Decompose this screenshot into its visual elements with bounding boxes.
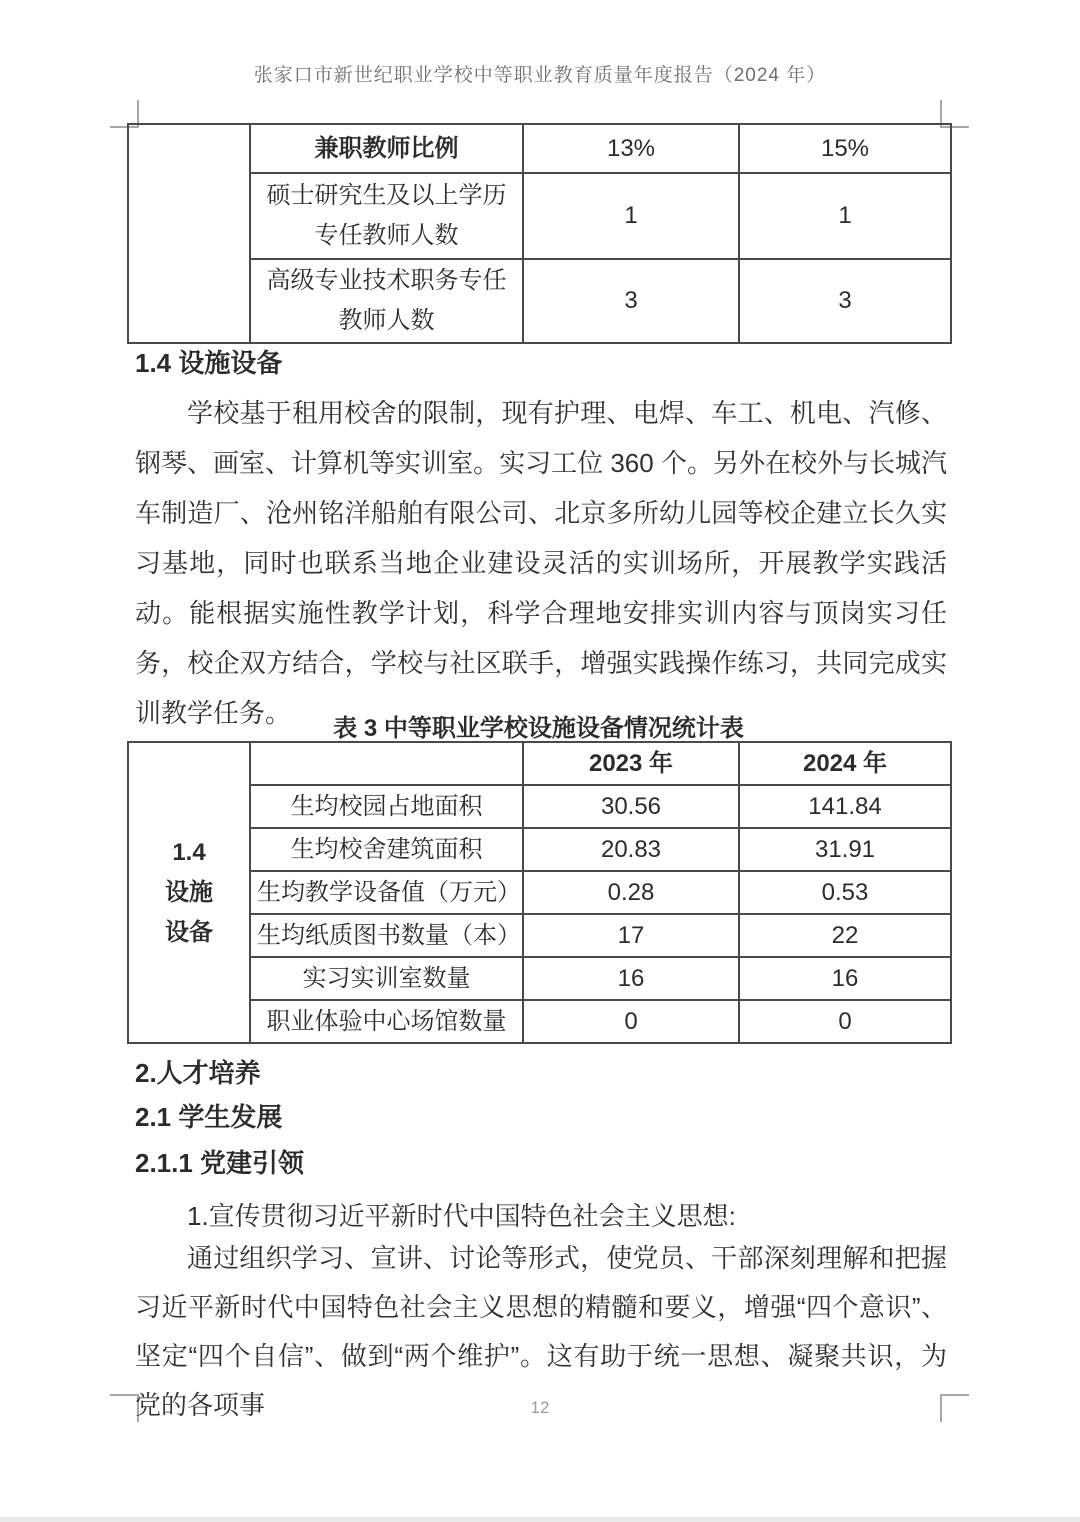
empty-header-cell [250,742,523,785]
table-row [128,785,951,828]
table-row [128,259,951,343]
page-number: 12 [530,1398,550,1417]
value-2023: 16 [523,957,739,1000]
table3-caption: 表 3 中等职业学校设施设备情况统计表 [333,715,744,742]
table-row [128,1000,951,1043]
value-2023: 13% [523,124,739,173]
page-bottom-edge [0,1517,1080,1522]
value-2023: 17 [523,914,739,957]
row-label: 生均校园占地面积 [250,785,523,828]
row-group-line: 1.4 [172,838,206,866]
value-2024: 15% [739,124,951,173]
table-row [128,828,951,871]
numbered-item-title: 1.宣传贯彻习近平新时代中国特色社会主义思想: [187,1201,736,1231]
table-row [128,124,951,173]
value-2023: 0 [523,1000,739,1043]
column-header-2023: 2023 年 [523,742,739,785]
empty-group-cell [128,124,250,343]
value-2023: 20.83 [523,828,739,871]
section-heading-1-4: 1.4 设施设备 [135,348,283,378]
row-label: 生均纸质图书数量（本） [250,914,523,957]
row-group-line: 设施 [165,878,213,906]
row-label: 兼职教师比例 [250,124,523,173]
value-2023: 0.28 [523,871,739,914]
value-2024: 1 [739,173,951,259]
value-2024: 0 [739,1000,951,1043]
row-label: 实习实训室数量 [250,957,523,1000]
column-header-2024: 2024 年 [739,742,951,785]
row-label: 职业体验中心场馆数量 [250,1000,523,1043]
section-heading-2-1-1: 2.1.1 党建引领 [135,1148,305,1178]
running-header: 张家口市新世纪职业学校中等职业教育质量年度报告（2024 年） [253,65,827,86]
section-1-4-paragraph: 学校基于租用校舍的限制，现有护理、电焊、车工、机电、汽修、钢琴、画室、计算机等实训室。实习工位 360 个。另外在校外与长城汽车制造厂、沧州铭洋船舶有限公司、北京多所幼儿园等校企建立长久实习基地，同时也联系当地企业建设灵活的实训场所，开展教学实践活动。能根据实施性教学计划，科学合理地安排实训内容与顶岗实习任务，校企双方结合，学校与社区联手，增强实践操作练习，共同完成实训教学任务。 [135,398,947,728]
value-2024: 22 [739,914,951,957]
table-row [128,957,951,1000]
teacher-metrics-table [127,123,952,344]
value-2023: 3 [523,259,739,343]
table-row [128,914,951,957]
value-2024: 16 [739,957,951,1000]
value-2024: 3 [739,259,951,343]
value-2024: 0.53 [739,871,951,914]
row-group-line: 设备 [165,918,213,946]
value-2023: 1 [523,173,739,259]
section-2-paragraph: 通过组织学习、宣讲、讨论等形式，使党员、干部深刻理解和把握习近平新时代中国特色社会主义思想的精髓和要义，增强“四个意识”、坚定“四个自信”、做到“两个维护”。这有助于统一思想、凝聚共识，为党的各项事 [135,1243,947,1420]
section-heading-2: 2.人才培养 [135,1058,261,1088]
value-2023: 30.56 [523,785,739,828]
facility-statistics-table [127,741,952,1044]
row-label: 高级专业技术职务专任教师人数 [250,259,523,343]
table-header-row [128,742,951,785]
value-2024: 141.84 [739,785,951,828]
value-2024: 31.91 [739,828,951,871]
row-label: 生均教学设备值（万元） [250,871,523,914]
row-group-label [128,742,250,1043]
row-label: 生均校舍建筑面积 [250,828,523,871]
table-row [128,173,951,259]
row-label: 硕士研究生及以上学历专任教师人数 [250,173,523,259]
table-row [128,871,951,914]
section-heading-2-1: 2.1 学生发展 [135,1102,283,1132]
